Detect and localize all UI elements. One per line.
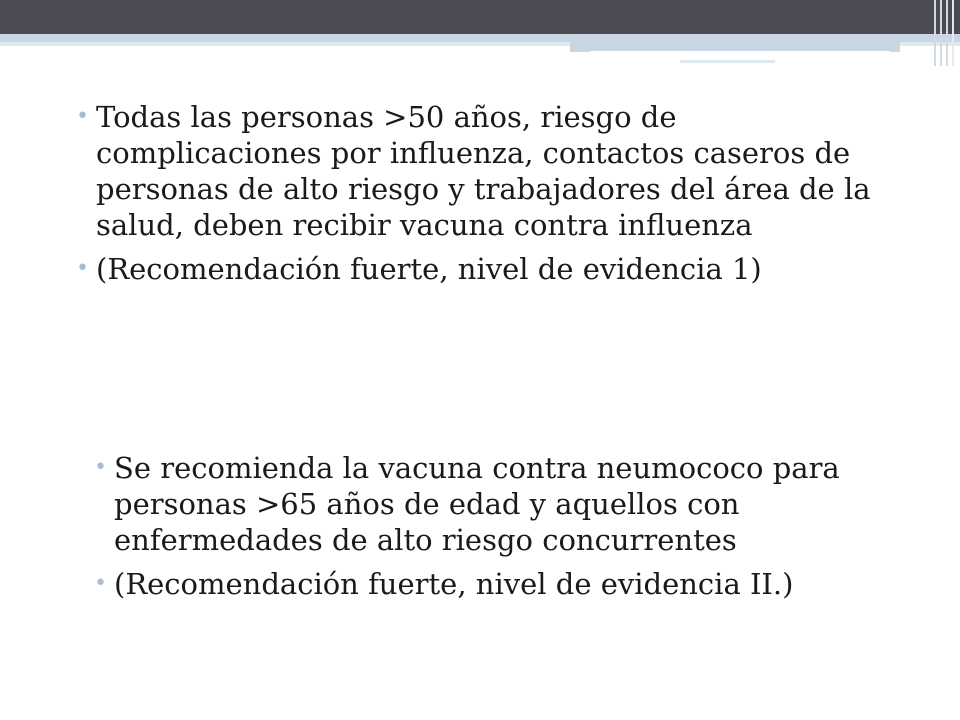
bullet-text: (Recomendación fuerte, nivel de evidencia II.) — [114, 567, 794, 601]
bullet-icon: • — [94, 571, 107, 596]
bullet-list — [94, 450, 914, 602]
list-item — [94, 566, 914, 602]
bullet-icon: • — [76, 104, 89, 129]
recommendation-block-influenza — [76, 99, 896, 295]
bullet-icon: • — [94, 455, 107, 480]
list-item — [76, 251, 896, 287]
list-item — [76, 99, 896, 243]
header-accent-line — [590, 51, 890, 53]
bullet-list — [76, 99, 896, 287]
header-bar — [0, 0, 960, 34]
bullet-icon: • — [76, 256, 89, 281]
corner-decoration — [930, 0, 960, 66]
recommendation-block-pneumococcus — [94, 450, 914, 610]
header-band — [0, 34, 960, 42]
bullet-text: (Recomendación fuerte, nivel de evidencia 1) — [96, 252, 762, 286]
bullet-text: Todas las personas >50 años, riesgo de complicaciones por influenza, contactos caseros de personas de alto riesgo y trabajadores del área de la salud, deben recibir vacuna contra influenza — [96, 100, 871, 242]
list-item — [94, 450, 914, 558]
header-accent-line-short — [680, 60, 775, 63]
bullet-text: Se recomienda la vacuna contra neumococo para personas >65 años de edad y aquellos con enfermedades de alto riesgo concurrentes — [114, 451, 840, 557]
